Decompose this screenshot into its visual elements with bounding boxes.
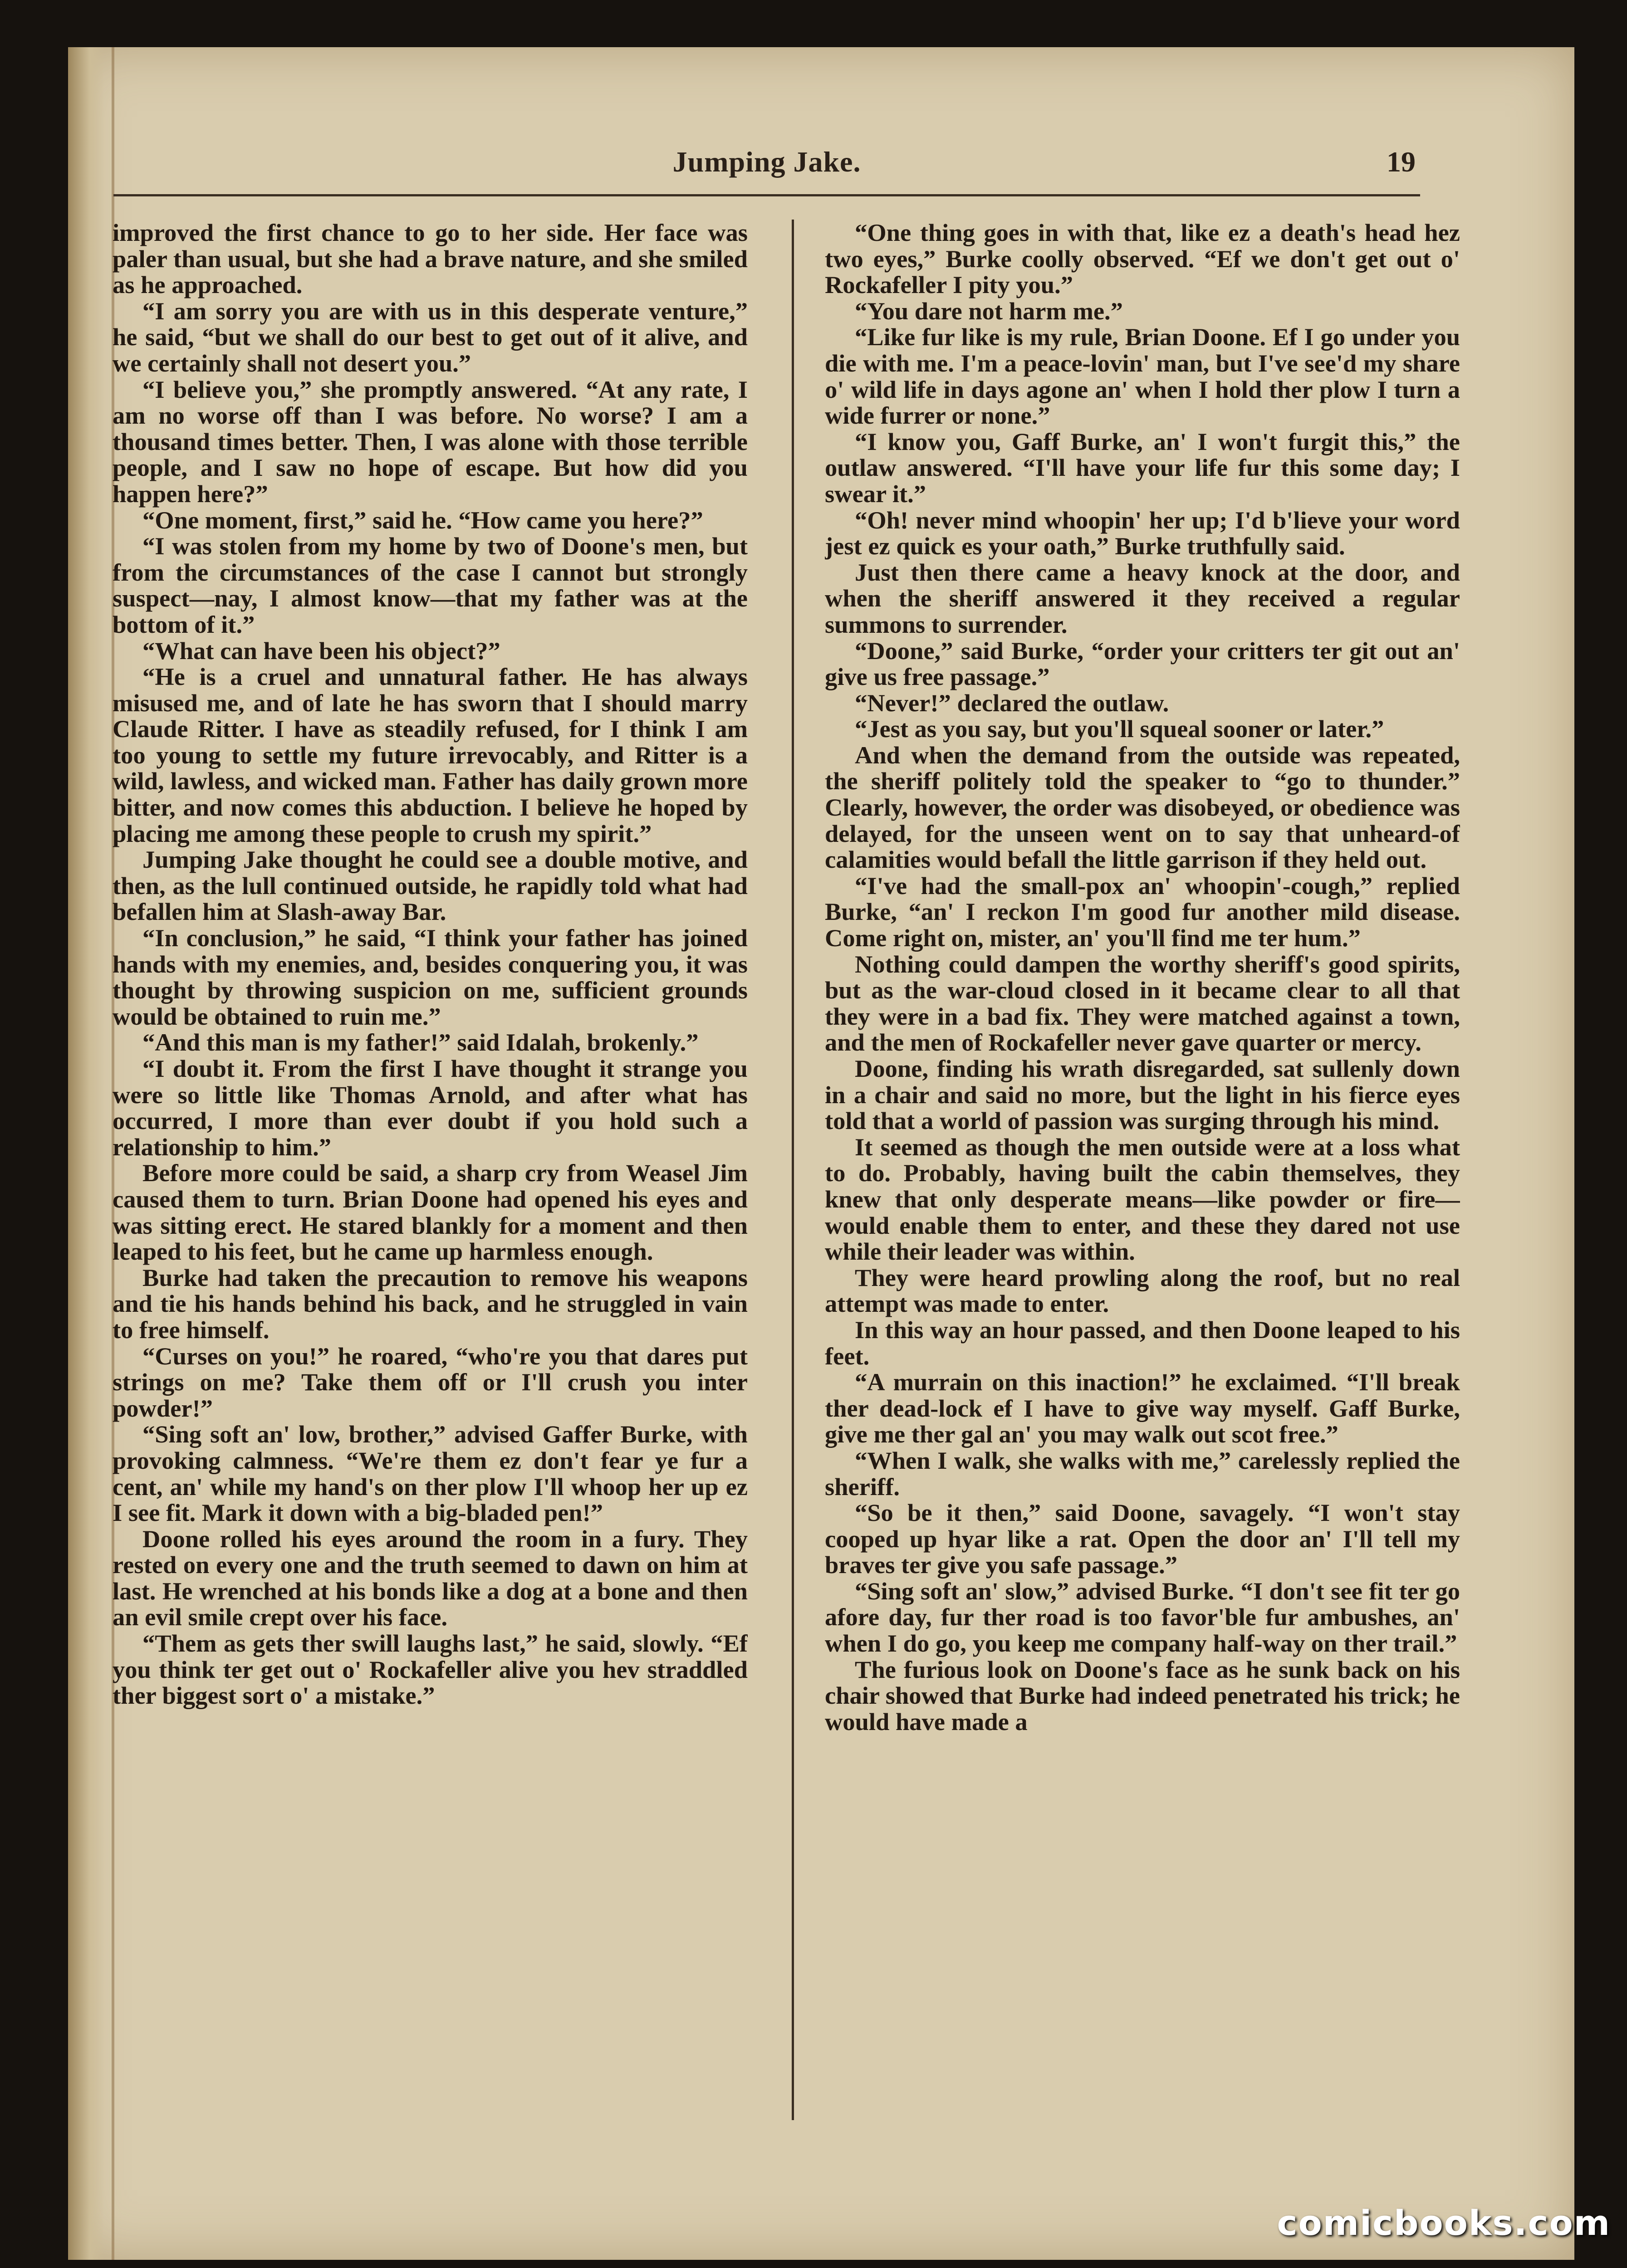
paragraph: “Never!” declared the outlaw.: [855, 689, 1169, 717]
paragraph: “I was stolen from my home by two of Doone's men, but from the circumstances of the case I cannot but strongly suspect—nay, I almost know—that my father was at the bottom of it.”: [113, 532, 748, 638]
paragraph: “One moment, first,” said he. “How came you here?”: [142, 506, 703, 534]
paragraph: “One thing goes in with that, like ez a death's head hez two eyes,” Burke coolly observed. “Ef we don't get out o' Rockafeller I pity you.”: [825, 220, 1460, 299]
page-number: 19: [1387, 146, 1416, 178]
running-title: Jumping Jake.: [672, 146, 861, 178]
paragraph: Burke had taken the precaution to remove his weapons and tie his hands behind his back, and he struggled in vain to free himself.: [113, 1263, 748, 1344]
paragraph: It seemed as though the men outside were at a loss what to do. Probably, having built the cabin themselves, they knew that only desperate means—like powder or fire—would enable them to enter, and these they dared not use while their leader was within.: [825, 1133, 1460, 1266]
paragraph: improved the first chance to go to her side. Her face was paler than usual, but she had a brave nature, and she smiled as he approached.: [113, 220, 748, 299]
paragraph: “Curses on you!” he roared, “who're you that dares put strings on me? Take them off or I'll crush you inter powder!”: [113, 1342, 748, 1422]
paragraph: “Like fur like is my rule, Brian Doone. Ef I go under you die with me. I'm a peace-lovin' man, but I've see'd my share o' wild life in days agone an' when I hold ther plow I turn a wide furrer or none.”: [825, 323, 1460, 430]
paragraph: “He is a cruel and unnatural father. He has always misused me, and of late he has sworn that I should marry Claude Ritter. I have as steadily refused, for I think I am too young to settle my future irrevocably, and Ritter is a wild, lawless, and wicked man. Father has daily grown more bitter, and now comes this abduction. I believe he hoped by placing me among these people to crush my spirit.”: [113, 663, 748, 847]
paragraph: “And this man is my father!” said Idalah, brokenly.”: [142, 1028, 699, 1056]
paragraph: “Sing soft an' slow,” advised Burke. “I don't see fit ter go afore day, fur ther road is too favor'ble fur ambushes, an' when I do go, you keep me company half-way on ther trail.”: [825, 1577, 1460, 1657]
paragraph: “In conclusion,” he said, “I think your father has joined hands with my enemies, and, besides conquering you, it was thought by throwing suspicion on me, sufficient grounds would be obtained to ruin me.”: [113, 924, 748, 1030]
paragraph: “Sing soft an' low, brother,” advised Gaffer Burke, with provoking calmness. “We're them ez don't fear ye fur a cent, an' while my hand's on ther plow I'll whoop her up ez I see fit. Mark it down with a big-bladed pen!”: [113, 1420, 748, 1527]
paragraph: “A murrain on this inaction!” he exclaimed. “I'll break ther dead-lock ef I have to give way myself. Gaff Burke, give me ther gal an' you may walk out scot free.”: [825, 1368, 1460, 1448]
paragraph: “So be it then,” said Doone, savagely. “I won't stay cooped up hyar like a rat. Open the door an' I'll tell my braves ter give you safe passage.”: [825, 1499, 1460, 1579]
paragraph: Jumping Jake thought he could see a double motive, and then, as the lull continued outside, he rapidly told what had befallen him at Slash-away Bar.: [113, 846, 748, 926]
paragraph: “Them as gets ther swill laughs last,” he said, slowly. “Ef you think ter get out o' Rockafeller alive you hev straddled ther biggest sort o' a mistake.”: [113, 1629, 748, 1710]
left-column: [113, 220, 748, 2120]
paragraph: Doone rolled his eyes around the room in a fury. They rested on every one and the truth seemed to dawn on him at last. He wrenched at his bonds like a dog at a bone and then an evil smile crept over his face.: [113, 1525, 748, 1631]
paragraph: “When I walk, she walks with me,” carelessly replied the sheriff.: [825, 1446, 1460, 1501]
body-text-area: [113, 220, 1460, 2120]
paragraph: They were heard prowling along the roof, but no real attempt was made to enter.: [825, 1263, 1460, 1318]
page-header: [113, 140, 1420, 203]
paragraph: “I doubt it. From the first I have thought it strange you were so little like Thomas Arnold, and after what has occurred, I more than ever doubt if you hold such a relationship to him.”: [113, 1055, 748, 1161]
paragraph: Just then there came a heavy knock at the door, and when the sheriff answered it they received a regular summons to surrender.: [825, 558, 1460, 638]
paragraph: “I believe you,” she promptly answered. “At any rate, I am no worse off than I was before. No worse? I am a thousand times better. Then, I was alone with those terrible people, and I saw no hope of escape. But how did you happen here?”: [113, 375, 748, 508]
paragraph: “I am sorry you are with us in this desperate venture,” he said, “but we shall do our best to get out of it alive, and we certainly shall not desert you.”: [113, 297, 748, 377]
paragraph: “Oh! never mind whoopin' her up; I'd b'lieve your word jest ez quick es your oath,” Burke truthfully said.: [825, 506, 1460, 560]
paragraph: Doone, finding his wrath disregarded, sat sullenly down in a chair and said no more, but the light in his fierce eyes told that a world of passion was surging through his mind.: [825, 1055, 1460, 1135]
page-gutter: [68, 47, 104, 2260]
paragraph: “I know you, Gaff Burke, an' I won't furgit this,” the outlaw answered. “I'll have your life fur this some day; I swear it.”: [825, 427, 1460, 508]
paragraph: “I've had the small-pox an' whoopin'-cough,” replied Burke, “an' I reckon I'm good fur another mild disease. Come right on, mister, an' you'll find me ter hum.”: [825, 871, 1460, 952]
paragraph: In this way an hour passed, and then Doone leaped to his feet.: [825, 1315, 1460, 1370]
paragraph: “You dare not harm me.”: [855, 297, 1123, 325]
paragraph: The furious look on Doone's face as he sunk back on his chair showed that Burke had indeed penetrated his trick; he would have made a: [825, 1655, 1460, 1735]
site-watermark: comicbooks.com: [1277, 2203, 1611, 2243]
column-divider: [792, 220, 794, 2120]
paragraph: “Jest as you say, but you'll squeal sooner or later.”: [855, 715, 1384, 743]
right-column: [825, 220, 1460, 2120]
paragraph: “What can have been his object?”: [142, 636, 500, 665]
paragraph: “Doone,” said Burke, “order your critters ter git out an' give us free passage.”: [825, 636, 1460, 691]
paragraph: Nothing could dampen the worthy sheriff's good spirits, but as the war-cloud closed in it became clear to all that they were in a bad fix. They were matched against a town, and the men of Rockafeller never gave quarter or mercy.: [825, 950, 1460, 1056]
header-rule: [113, 194, 1420, 196]
paragraph: And when the demand from the outside was repeated, the sheriff politely told the speaker to “go to thunder.” Clearly, however, the order was disobeyed, or obedience was delayed, for the unseen went on to say that unheard-of calamities would befall the little garrison if they held out.: [825, 741, 1460, 874]
paragraph: Before more could be said, a sharp cry from Weasel Jim caused them to turn. Brian Doone had opened his eyes and was sitting erect. He stared blankly for a moment and then leaped to his feet, but he came up harmless enough.: [113, 1159, 748, 1266]
